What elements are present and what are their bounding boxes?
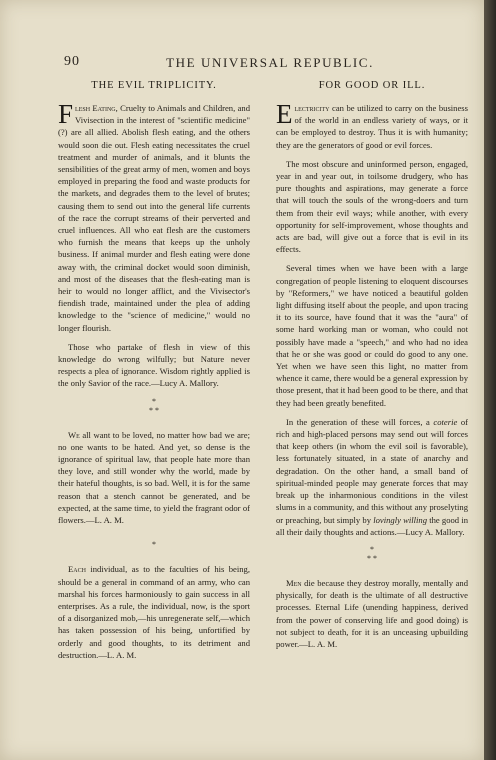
- separator-star: *: [152, 540, 156, 550]
- paragraph-text: individual, as to the faculties of his being, should be a general in command of an army, who can marshal his forces harmoniously to gain success in all enterprises. As a rule, the individual, now, is the sport of a disorganized mob,—his unregenerate self,—which has taken possession of his being, unfortified by orderly and good thoughts, to its detriment and destruction.—L. A. M.: [58, 564, 250, 660]
- paragraph-text: Cruelty to Animals and Children, and Vivisection in the interest of "scientific medicine" (?) are all allied. Abolish flesh eating, and the others would soon die out. Flesh eating necessitates the cruel treatment and murder of animals, and it blunts the sensibilities of the great army of men, women and boys employed in preparing the food and waste products for the markets, and degrades them to the level of brutes; causing them to send out into the general life currents of the race the corrupt streams of their perverted and cruel influences. All who eat flesh are the customers who furnish the means that keeps up the unholy business. If animal murder and flesh eating were done away with, the criminal docket would soon diminish, and most of the diseases that the flesh-eating man is heir to would no longer afflict, and the Vivisector's fiendish trade, maintained under the plea of adding knowledge to the "science of medicine," would no longer flourish.: [58, 103, 250, 333]
- paragraph-text: the good in all their daily thoughts and actions.—Lucy A. Mallory.: [276, 514, 468, 537]
- asterism-bottom: * *: [149, 405, 159, 415]
- book-binding-edge: [484, 0, 496, 760]
- asterism-bottom: * *: [367, 553, 377, 563]
- italic-text: lovingly willing: [373, 514, 427, 525]
- obscure-person-paragraph: The most obscure and uninformed person, engaged, year in and year out, in toilsome drudgery, who has pure thoughts and aspirations, may generate a force that will touch the souls of the wrong-doers and turn them from their evil ways; while another, with every opportunity for self-improvement, whose thoughts and acts are bad, will give out a force that is evil in its effects.: [276, 158, 468, 255]
- will-forces-paragraph: [276, 416, 468, 538]
- electricity-paragraph: [276, 99, 468, 151]
- left-column-title: THE EVIL TRIPLICITY.: [91, 80, 217, 91]
- paragraph-text: In the generation of these will forces, a: [286, 416, 434, 427]
- asterism-top: *: [152, 396, 156, 406]
- flesh-eating-paragraph: [58, 99, 250, 334]
- paragraph-text: of rich and high-placed persons may send out will forces that keep others (in whom the evil soil is favorable), less fortunately situated, in a state of anarchy and degradation. On the other hand, a small band of spiritual-minded people may generate forces that may break up the inharmonious conditions in the vilest slums in a community, and this without any proselyting or preaching, but simply by: [276, 416, 468, 525]
- lead-caps: Each: [68, 564, 86, 575]
- paragraph-text: can be utilized to carry on the business of the world in an endless variety of ways, or it can be employed to destroy. Thus it is with humanity; they are the generators of good or evil forces.: [276, 103, 468, 150]
- lead-caps: We: [68, 429, 80, 440]
- lead-caps: lectricity: [294, 103, 330, 113]
- page-number: 90: [64, 54, 80, 69]
- individual-paragraph: [58, 563, 250, 661]
- left-column: [58, 80, 250, 668]
- paragraph-text: all want to be loved, no matter how bad we are; no one wants to be hated. And yet, so dense is the ignorance of spiritual law, that people hate more than they love, and still wonder why the world, made by their hateful thoughts, is so bad. Well, it is for the same reason that a stench cannot be generated, and be expected, at the same time, to yield the fragrant odor of flowers.—L. A. M.: [58, 429, 250, 526]
- dropcap-e: E: [276, 99, 293, 129]
- right-column: [276, 80, 468, 657]
- men-die-paragraph: [276, 577, 468, 650]
- dropcap-f: F: [58, 99, 74, 129]
- lead-caps: Men: [286, 577, 302, 588]
- right-column-title: FOR GOOD OR ILL.: [318, 80, 426, 91]
- lead-caps: lesh Eating,: [75, 103, 118, 113]
- running-head: THE UNIVERSAL REPUBLIC.: [166, 55, 374, 70]
- golden-light-paragraph: Several times when we have been with a large congregation of people listening to eloquent discourses by "Reformers," we have noticed a beautiful golden light diffusing itself about the people, and upon tracing it to its source, have found that it was the "aura" of some hard working man or woman, who could not possibly have made a "speech," and who had no idea that he or she was good or could do good to any one. Yet when we have seen this light, no matter from whence it came, there would be a general expression by those present, that it had been good to be there, and that they had been greatly benefited.: [276, 263, 468, 408]
- wisdom-paragraph: Those who partake of flesh in view of this knowledge do wrong wilfully; but Nature never respects a plea of ignorance. Wisdom rightly applied is the only Savior of the race.—Lucy A. Mallory.: [58, 341, 250, 389]
- italic-text: coterie: [433, 416, 458, 427]
- paragraph-text: die because they destroy morally, mentally and physically, for death is the ultimate of all destructive processes. Eternal Life (unending happiness, derived from the power of conserving life and good doing) is not subject to death, for it is an unceasing upbuilding power.—L. A. M.: [276, 577, 468, 649]
- loved-paragraph: [58, 429, 250, 527]
- asterism-top: *: [370, 544, 374, 554]
